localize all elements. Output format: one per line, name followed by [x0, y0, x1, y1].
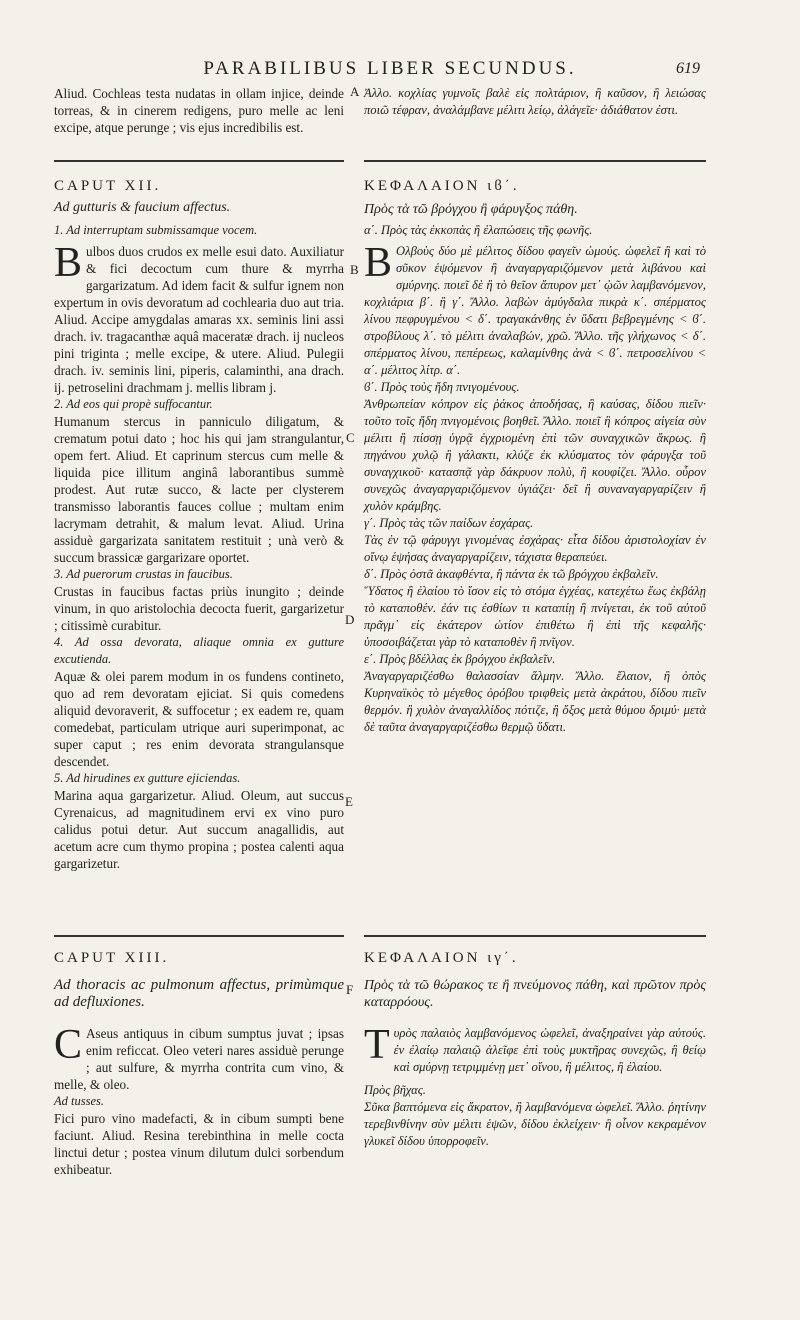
latin-top-paragraph: [54, 85, 344, 136]
greek-top-paragraph: [364, 85, 706, 119]
greek-top-text: Ἀλλο. κοχλίας γυμνοῖς βαλὲ εἰς πολτάριον, ἢ καῦσον, ἢ λειώσας ποιῶ τέφραν, ἀναλάμβανε μέλιτι λείῳ, ἀλάγεῖε· ἀδιάθατον ἐστι.: [364, 86, 706, 117]
drop-initial: Τ: [364, 1022, 390, 1068]
section-heading: Πρὸς βῆχας.: [364, 1083, 426, 1097]
drop-initial: B: [54, 240, 83, 286]
paragraph: [364, 1022, 706, 1076]
latin-chapter-12: [54, 178, 344, 872]
margin-letter-f: F: [346, 982, 354, 997]
divider: [54, 160, 344, 162]
greek-chapter-13: [364, 950, 706, 1150]
latin-top-text: Aliud. Cochleas testa nudatas in ollam injice, deinde torreas, & in cinerem redigens, puro melle ac leni excipe, atque perunge ; vis ejus incredibilis est.: [54, 86, 344, 135]
page-number: 619: [676, 60, 700, 77]
chapter-title: Ad thoracis ac pulmonum affectus, primùmque ad defluxiones.: [54, 977, 344, 1010]
chapter-heading: ΚΕΦΑΛΑΙΟΝ ιϐ΄.: [364, 178, 520, 194]
paragraph: Ἀναγαργαριζέσθω θαλασσίαν ἅλμην. Ἄλλο. ἔλαιον, ἢ ὀπὸς Κυρηναϊκὸς τὸ μέγεθος ὀρόβου τριφθεὶς μετὰ ἀκράτου, δίδου πιεῖν θερμόν. ἢ χυλὸν ἀναγαλλίδος πότιζε, ἢ ὄξος μετὰ θύμου δριμύ· μετὰ δὲ ταῦτα ἀναγαργαριζέσθω θερμῷ ὕδατι.: [364, 669, 706, 734]
section-heading: 5. Ad hirudines ex gutture ejiciendas.: [54, 771, 241, 785]
drop-initial: B: [364, 240, 393, 286]
paragraph: Crustas in faucibus factas priùs inungito ; deinde vinum, in quo aristolochia decocta fuerit, gargarizetur ; citissimè curabitur.: [54, 584, 344, 633]
divider: [364, 935, 706, 937]
paragraph: [54, 240, 344, 396]
paragraph: [54, 1022, 344, 1093]
paragraph: Τὰς ἐν τῷ φάρυγγι γινομένας ἐσχάρας· εἶτα δίδου ἀριστολοχίαν ἐν οἴνῳ ἑψήσας ἀναγαργαρίζειν, τάχιστα θεραπεύει.: [364, 533, 706, 564]
margin-letter-e: E: [345, 794, 353, 809]
chapter-heading: CAPUT XII.: [54, 178, 162, 194]
section-heading: ϐ΄. Πρὸς τοὺς ἤδη πνιγομένους.: [364, 380, 520, 394]
chapter-heading: CAPUT XIII.: [54, 950, 170, 966]
paragraph: Marina aqua gargarizetur. Aliud. Oleum, aut succus Cyrenaicus, ad magnitudinem ervi ex vino puro calidus potui detur. Aut succum anagallidis, aut acetum acre cum thymo propina ; postea calenti aqua gargarizetur.: [54, 788, 344, 871]
margin-letter-b: B: [350, 262, 359, 277]
paragraph-text: ulbos duos crudos ex melle esui dato. Auxiliatur & fici decoctum cum thure & myrrha gargarizatum. Ad idem facit & sulfur ignem non expertum in ovis devoratum ad cochlearia duo aut tria. Aliud. Accipe amygdalas amaras xx. seminis lini assi drach. iv. tragacanthæ aquâ maceratæ drach. ij nucleos pini triginta ; melle excipe, & utere. Aliud. Pulegii drach. iv. seminis lini, piperis, calaminthi, ana drach. ij. petroselini drachmam j. mellis libram j.: [54, 244, 344, 395]
chapter-heading: ΚΕΦΑΛΑΙΟΝ ιγ΄.: [364, 950, 519, 966]
greek-chapter-12: [364, 178, 706, 736]
chapter-title: Ad gutturis & faucium affectus.: [54, 200, 231, 215]
paragraph-text: Aseus antiquus in cibum sumptus juvat ; ipsas enim reficcat. Oleo veteri nares assiduè perunge ; aut sulfure, & myrrha contrita cum vino, & melle, & oleo.: [54, 1026, 344, 1092]
drop-initial: C: [54, 1022, 83, 1068]
paragraph: [364, 240, 706, 379]
running-title: PARABILIBUS LIBER SECUNDUS.: [203, 58, 577, 79]
paragraph: Ἀνθρωπείαν κόπρον εἰς ῥάκος ἀποδήσας, ἢ καύσας, δίδου πιεῖν· τοῦτο τοῖς ἤδη πνιγομένοις βοηθεῖ. Ἄλλο. ποιεῖ ἢ κόπρος αἰγεία σὺν μέλιτι ἢ πίσσῃ ὑγρᾷ ἐγχριομένη ἐπὶ τῶν συναγχικῶν ἄκρως. ἢ πηγάνου χυλῷ ἢ γάλακτι, κλύζε ἐκ κλύσματος τὸν φάρυγξα τοῦ συναγχικοῦ· κατασπᾷ γὰρ δάκρυον πολὺ, ἢ κουφίζει. Ἄλλο. οὖρον συνεχῶς ἀναγαργαριζόμενον ὑγιάζει· δεῖ ἢ συναναγαργαρίζειν ἢ χυλὸν κράμβης.: [364, 397, 706, 513]
paragraph-text: υρὸς παλαιὸς λαμβανόμενος ὠφελεῖ, ἀναξηραίνει γὰρ αὐτούς. ἐν ἐλαίῳ παλαιῷ ἀλεῖφε ἐπὶ τοὺς μυκτῆρας συνεχῶς, ἢ θείῳ καὶ σμύρνῃ τετριμμένῃ μετ᾽ οἴνου, ἢ μέλιτος, ἢ ἐλαίου.: [393, 1026, 706, 1074]
paragraph: Ὕδατος ἢ ἐλαίου τὸ ἴσον εἰς τὸ στόμα ἐγχέας, κατεχέτω ἕως ἐκβάλῃ τὸ καταποθέν. ἐάν τις ἐσθίων τι καταπίῃ ἢ πνίγεται, ἐκ τοῦ αὐτοῦ πρᾶγμ᾽ εἰς ἑκάτερον ὠτίον ἐπιθέτω ἢ ἐπὶ τῆς κεφαλῆς· ὑποσοιβάζεται γὰρ τὸ καταποθὲν ἢ πνῖγον.: [364, 584, 706, 649]
divider: [54, 935, 344, 937]
paragraph: Aquæ & olei parem modum in os fundens contineto, quo ad rem devoratam ejiciat. Si quis comedens aliquid devoraverit, & suffocetur ; ex eadem re, quam comedebat, particulam utrique auri superimponat, ac super caput ; res enim devorata strangulansque descendet.: [54, 669, 344, 769]
section-heading: γ΄. Πρὸς τὰς τῶν παίδων ἐσχάρας.: [364, 516, 534, 530]
section-heading: Ad tusses.: [54, 1094, 104, 1108]
latin-chapter-13: [54, 950, 344, 1178]
chapter-title: Πρὸς τὰ τῶ βρόγχου ἢ φάρυγξος πάθη.: [364, 202, 578, 217]
section-heading: 4. Ad ossa devorata, aliaque omnia ex gutture excutienda.: [54, 635, 344, 666]
divider: [364, 160, 706, 162]
paragraph: Σῦκα βαπτόμενα εἰς ἄκρατον, ἢ λαμβανόμενα ὠφελεῖ. Ἄλλο. ῥητίνην τερεβινθίνην σὺν μέλιτι ἑψῶν, δίδου ἐκλείχειν· ἢ οἶνον κεκραμένον γλυκεῖ δίδου ὑπορροφεῖν.: [364, 1100, 706, 1148]
section-heading: δ΄. Πρὸς ὀστᾶ ἀκαφθέντα, ἢ πάντα ἐκ τῶ βρόγχου ἐκβαλεῖν.: [364, 567, 659, 581]
section-heading: ε΄. Πρὸς βδέλλας ἐκ βρόγχου ἐκβαλεῖν.: [364, 652, 556, 666]
margin-letter-d: D: [345, 612, 355, 627]
paragraph: Humanum stercus in panniculo diligatum, & crematum potui dato ; hoc his qui jam strangulantur, opem fert. Aliud. Et caprinum stercus cum melle & liquida pice illitum anginâ laborantibus summè prodest. Aut rutæ succo, & lacte per clysterem transmisso laborantis fauces collue ; multam enim lacrymam detrahit, & malum levat. Aliud. Urina assiduè gargarizata sanitatem restituit ; unà verò & succum brassicæ gargarizare oportet.: [54, 414, 344, 565]
section-heading: 2. Ad eos qui propè suffocantur.: [54, 397, 213, 411]
chapter-title: Πρὸς τὰ τῶ θώρακος τε ἢ πνεύμονος πάθη, καὶ πρῶτον πρὸς καταρρόους.: [364, 978, 706, 1010]
margin-letter-c: C: [346, 430, 355, 445]
paragraph: Fici puro vino madefacti, & in cibum sumpti bene faciunt. Aliud. Resina terebinthina in melle cocta linctui detur ; postea vinum dilutum dulci sorbendum exhibeatur.: [54, 1111, 344, 1177]
section-heading: α΄. Πρὸς τὰς ἐκκοπὰς ἢ ἐλαπώσεις τῆς φωνῆς.: [364, 223, 593, 237]
section-heading: 3. Ad puerorum crustas in faucibus.: [54, 567, 233, 581]
paragraph-text: Ολβοὺς δύο μὲ μέλιτος δίδου φαγεῖν ὠμούς. ὠφελεῖ ἢ καὶ τὸ σῦκον ἑψόμενον ἢ ἀναγαργαριζόμενον μετὰ λιβάνου καὶ σμύρνης. ποιεῖ δὲ ἢ τὸ θεῖον ἄπυρον μετ᾽ ᾠῶν λαμβανόμενον, κοχλιάρια β΄. ἢ γ΄. Ἄλλο. λαβὼν ἀμύγδαλα πικρὰ κ΄. σπέρματος λίνου πεφρυγμένου < δ΄. τραγακάνθης ἐν ὕδατι βεβρεγμένης < ϐ΄. στροβίλους λ΄. τὸ μέλιτι ἀναλαβών, χρῶ. Ἄλλο. τῆς γλήχωνος < δ΄. σπέρματος λίνου, πεπέρεως, καλαμίνθης ἀνὰ < ϐ΄. πετροσελίνου < α΄. μέλιτος λίτρ. α΄.: [364, 244, 706, 377]
section-heading: 1. Ad interruptam submissamque vocem.: [54, 223, 258, 237]
margin-letter-a: A: [350, 84, 360, 99]
